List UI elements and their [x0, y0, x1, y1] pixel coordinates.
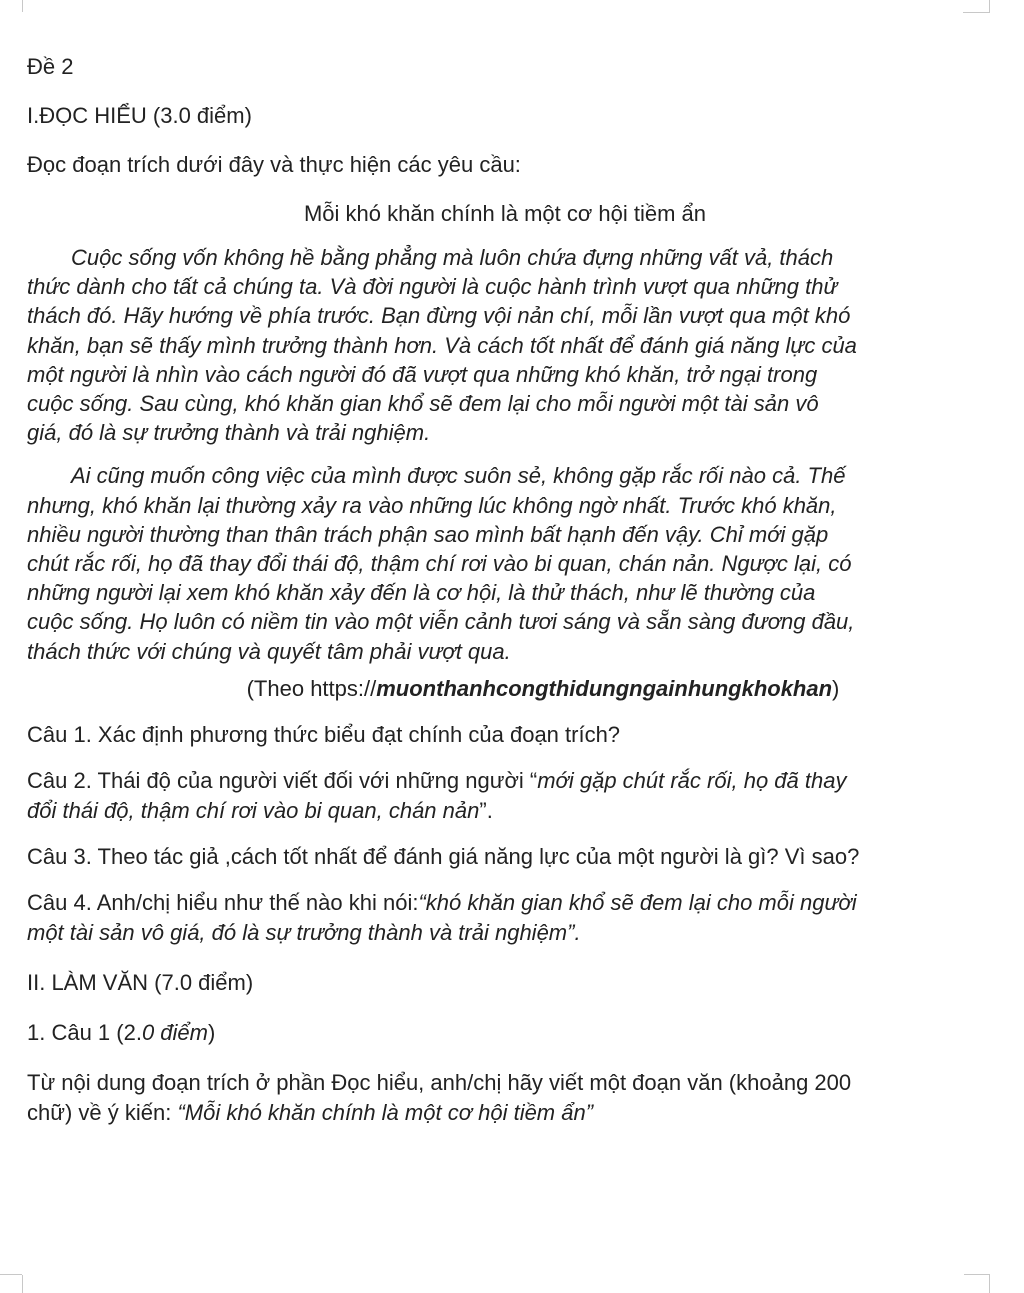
sub-suffix: ): [208, 1019, 216, 1045]
section1-instruction: Đọc đoạn trích dưới đây và thực hiện các yêu cầu:: [27, 152, 521, 177]
sub-italic: 0 điểm: [141, 1019, 208, 1045]
source-suffix: ): [832, 675, 840, 701]
passage-line: Cuộc sống vốn không hề bằng phẳng mà luôn chứa đựng những vất vả, thách: [71, 245, 834, 270]
question-3: Câu 3. Theo tác giả ,cách tốt nhất để đánh giá năng lực của một người là gì? Vì sao?: [27, 843, 860, 869]
passage-title: Mỗi khó khăn chính là một cơ hội tiềm ẩn: [303, 201, 707, 226]
passage-line: nhưng, khó khăn lại thường xảy ra vào những lúc không ngờ nhất. Trước khó khăn,: [27, 492, 837, 518]
question-4-quote-cont: một tài sản vô giá, đó là sự trưởng thành và trải nghiệm”.: [27, 919, 581, 945]
question-2: [27, 766, 967, 826]
question-2-end: ”.: [479, 797, 493, 823]
page-corner-mark: [964, 1274, 990, 1275]
passage-line: thách thức với chúng và quyết tâm phải vượt qua.: [27, 638, 511, 664]
exam-label: Đề 2: [27, 54, 74, 79]
writing-task-line2: chữ) về ý kiến:: [27, 1099, 178, 1125]
passage-line: chút rắc rối, họ đã thay đổi thái độ, thậm chí rơi vào bi quan, chán nản. Ngược lại, có: [27, 551, 852, 577]
writing-task-quote: “Mỗi khó khăn chính là một cơ hội tiềm ẩn”: [177, 1099, 594, 1125]
page-corner-mark: [0, 1274, 22, 1275]
passage-paragraph-2: [27, 461, 967, 665]
passage-line: nhiều người thường than thân trách phận sao mình bất hạnh đến vậy. Chỉ mới gặp: [27, 521, 829, 547]
writing-task: [27, 1068, 967, 1128]
page-corner-mark: [963, 0, 990, 13]
passage-line: một người là nhìn vào cách người đó đã vượt qua những khó khăn, trở ngại trong: [27, 361, 818, 387]
passage-line: Ai cũng muốn công việc của mình được suôn sẻ, không gặp rắc rối nào cả. Thế: [71, 463, 846, 489]
passage-paragraph-1: [27, 243, 967, 447]
passage-line: cuộc sống. Sau cùng, khó khăn gian khổ sẽ đem lại cho mỗi người một tài sản vô: [27, 391, 819, 417]
source-url: muonthanhcongthidungngainhungkhokhan: [376, 675, 833, 701]
passage-line: cuộc sống. Họ luôn có niềm tin vào một viễn cảnh tươi sáng và sẵn sàng đương đầu,: [27, 609, 855, 635]
passage-line: giá, đó là sự trưởng thành và trải nghiệm.: [27, 420, 431, 446]
passage-line: thức dành cho tất cả chúng ta. Và đời người là cuộc hành trình vượt qua những thử: [27, 274, 838, 300]
section2-heading: II. LÀM VĂN (7.0 điểm): [27, 969, 254, 995]
question-4-text: Câu 4. Anh/chị hiểu như thế nào khi nói:: [27, 889, 419, 915]
section1-heading: I.ĐỌC HIỂU (3.0 điểm): [27, 103, 252, 128]
question-2-text: Câu 2. Thái độ của người viết đối với những người “: [27, 767, 538, 793]
section2-subheading: [27, 1018, 967, 1048]
source-prefix: (Theo https://: [246, 675, 377, 701]
passage-source: [27, 674, 967, 704]
question-4-quote: “khó khăn gian khổ sẽ đem lại cho mỗi người: [418, 889, 857, 915]
question-2-quote-cont: đổi thái độ, thậm chí rơi vào bi quan, chán nản: [27, 797, 480, 823]
page-corner-mark: [22, 1275, 23, 1293]
question-4: [27, 888, 967, 948]
question-1: Câu 1. Xác định phương thức biểu đạt chính của đoạn trích?: [27, 721, 621, 747]
sub-prefix: 1. Câu 1 (2.: [27, 1019, 142, 1045]
passage-line: khăn, bạn sẽ thấy mình trưởng thành hơn. Và cách tốt nhất để đánh giá năng lực của: [27, 332, 857, 358]
page-corner-mark: [989, 1275, 990, 1293]
passage-line: những người lại xem khó khăn xảy đến là cơ hội, là thử thách, như lẽ thường của: [27, 580, 816, 606]
page-corner-mark: [22, 0, 23, 12]
passage-line: thách đó. Hãy hướng về phía trước. Bạn đừng vội nản chí, mỗi lần vượt qua một khó: [27, 303, 851, 329]
document-page: [27, 52, 967, 1144]
question-2-quote: mới gặp chút rắc rối, họ đã thay: [537, 767, 847, 793]
writing-task-line1: Từ nội dung đoạn trích ở phần Đọc hiểu, anh/chị hãy viết một đoạn văn (khoảng 200: [27, 1069, 852, 1095]
